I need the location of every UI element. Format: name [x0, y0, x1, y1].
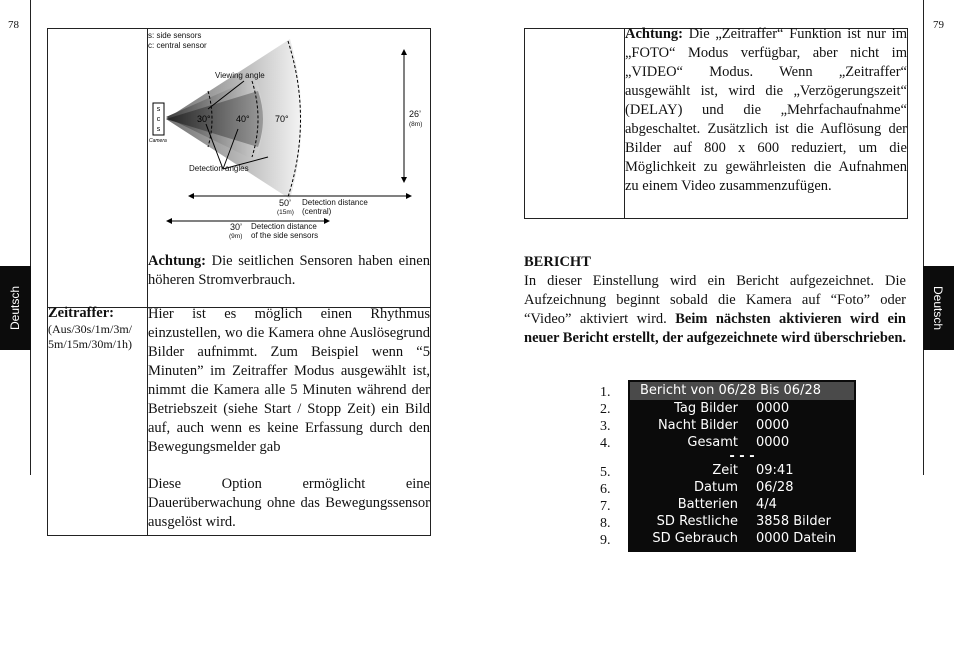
report-row: [628, 530, 856, 547]
central-arrow-head-right: [406, 193, 412, 199]
row-label: Tag Bilder: [674, 401, 738, 416]
language-tab-right: [923, 266, 954, 350]
page-number-left: 78: [8, 19, 19, 31]
note-cell-empty: [524, 28, 625, 219]
timelapse-options: (Aus/30s/1m/3m/ 5m/15m/30m/1h): [48, 322, 133, 351]
list-number: 5.: [600, 465, 611, 480]
row-value: 3858 Bilder: [756, 514, 831, 529]
row-label: Nacht Bilder: [657, 418, 738, 433]
report-screen-header: Bericht von 06/28 Bis 06/28: [640, 383, 822, 398]
list-number: 6.: [600, 482, 611, 497]
height-arrow-head-bottom: [401, 177, 407, 183]
report-paragraph: [524, 272, 906, 348]
camera-label: Camera: [149, 138, 167, 144]
sensor-c: c: [156, 116, 161, 123]
side-distance-feet: 30’: [230, 222, 243, 232]
row-value: 0000: [756, 435, 790, 450]
list-number: 9.: [600, 533, 611, 548]
timelapse-description: Hier ist es möglich einen Rhythmus einzustellen, wo die Kamera ohne Auslösegrund Bilder aufnimmt. Zum Beispiel wenn “5 Minuten” im Zeitraffer Modus ausgewählt ist, nimmt die Kamera alle 5 Minuten während der Betriebszeit (siehe Start / Stopp Zeit) ein Bild auf, auch wenn es keine Erfassung durch den Bewegungsmelder gab: [148, 306, 430, 455]
language-tab-label: Deutsch: [8, 285, 23, 331]
report-text: In dieser Einstellung wird ein Bericht aufgezeichnet. Die Aufzeichnung beginnt sobald die Kamera auf “Foto” oder “Video” aktiviert wird.: [524, 273, 906, 327]
note-text: Die „Zeitraffer“ Funktion ist nur im „FOTO“ Modus verfügbar, aber nicht im „VIDEO“ Modus. Wenn „Zeitraffer“ ausgewählt ist, wird die „Verzögerungszeit“ (DELAY) und die „Mehrfachaufnahme“ abgeschaltet. Zusätzlich ist die Auflösung der Bilder auf 800 x 600 reduziert, um die Möglichkeit zu gewährleisten die Aufnahmen zu einem Video zusammenzufügen.: [625, 26, 907, 194]
row-label: Zeit: [712, 463, 738, 478]
sensor-s-bottom: s: [156, 126, 161, 133]
report-screen: [628, 380, 856, 552]
report-row: [628, 417, 856, 434]
report-bold: Beim nächsten aktivieren wird ein neuer Bericht erstellt, der aufgezeichnete wird überschrieben.: [524, 311, 907, 346]
report-row: [628, 479, 856, 496]
angle-40-label: 40°: [236, 114, 250, 124]
page-number-right: 79: [933, 19, 944, 31]
row-label: SD Restliche: [656, 514, 738, 529]
side-distance-label-1: Detection distance: [251, 222, 317, 231]
row-value: 4/4: [756, 497, 777, 512]
angle-70-label: 70°: [275, 114, 289, 124]
side-sensor-warning: [148, 252, 430, 290]
row-label: Batterien: [677, 497, 738, 512]
side-arrow-head-left: [166, 218, 172, 224]
row-value: 0000: [756, 418, 790, 433]
list-number: 7.: [600, 499, 611, 514]
note-bold: Achtung:: [625, 26, 684, 42]
row-label: Gesamt: [687, 435, 738, 450]
report-heading: BERICHT: [524, 254, 591, 270]
list-number: 4.: [600, 436, 611, 451]
side-distance-label-2: of the side sensors: [251, 231, 319, 240]
row-value: 0000 Datein: [756, 531, 837, 546]
timelapse-title: Zeitraffer:: [48, 305, 115, 321]
height-arrow-head-top: [401, 49, 407, 55]
height-feet: 26’: [409, 109, 422, 119]
list-number: 8.: [600, 516, 611, 531]
central-distance-meters: (15m): [277, 209, 294, 216]
list-number: 1.: [600, 385, 611, 400]
angle-30-label: 30°: [197, 114, 211, 124]
timelapse-description-2: Diese Option ermöglicht eine Dauerüberwachung ohne das Bewegungssensor ausgelöst wird.: [148, 476, 430, 530]
detection-angles-label: Detection angles: [189, 164, 249, 173]
side-distance-meters: (9m): [229, 233, 243, 240]
report-row: [628, 400, 856, 417]
report-row: [628, 496, 856, 513]
viewing-angle-label: Viewing angle: [215, 71, 265, 80]
page-margin-line-left: [30, 0, 31, 475]
report-separator: - - -: [729, 449, 755, 464]
table-cell-empty: [47, 28, 148, 308]
page-margin-line-right: [923, 0, 924, 475]
row-value: 09:41: [756, 463, 794, 478]
central-arrow-head-left: [188, 193, 194, 199]
row-label: Datum: [694, 480, 738, 495]
timelapse-note: [625, 25, 907, 196]
legend-side-sensors: s: side sensors: [148, 31, 202, 40]
sensor-s-top: s: [156, 106, 161, 113]
row-label: SD Gebrauch: [652, 531, 738, 546]
list-number: 2.: [600, 402, 611, 417]
row-value: 06/28: [756, 480, 794, 495]
side-arrow-head-right: [324, 218, 330, 224]
language-tab-label-right: Deutsch: [931, 285, 946, 331]
language-tab-left: [0, 266, 31, 350]
height-meters: (8m): [409, 121, 423, 128]
warning-text: Die seitlichen Sensoren haben einen höheren Stromverbrauch.: [148, 253, 430, 288]
central-distance-label: Detection distance (central): [302, 198, 368, 216]
warning-bold: Achtung:: [148, 253, 207, 269]
row-value: 0000: [756, 401, 790, 416]
central-distance-feet: 50’: [279, 198, 292, 208]
list-number: 3.: [600, 419, 611, 434]
legend-central-sensor: c: central sensor: [148, 41, 207, 50]
report-row: [628, 462, 856, 479]
report-row: [628, 513, 856, 530]
